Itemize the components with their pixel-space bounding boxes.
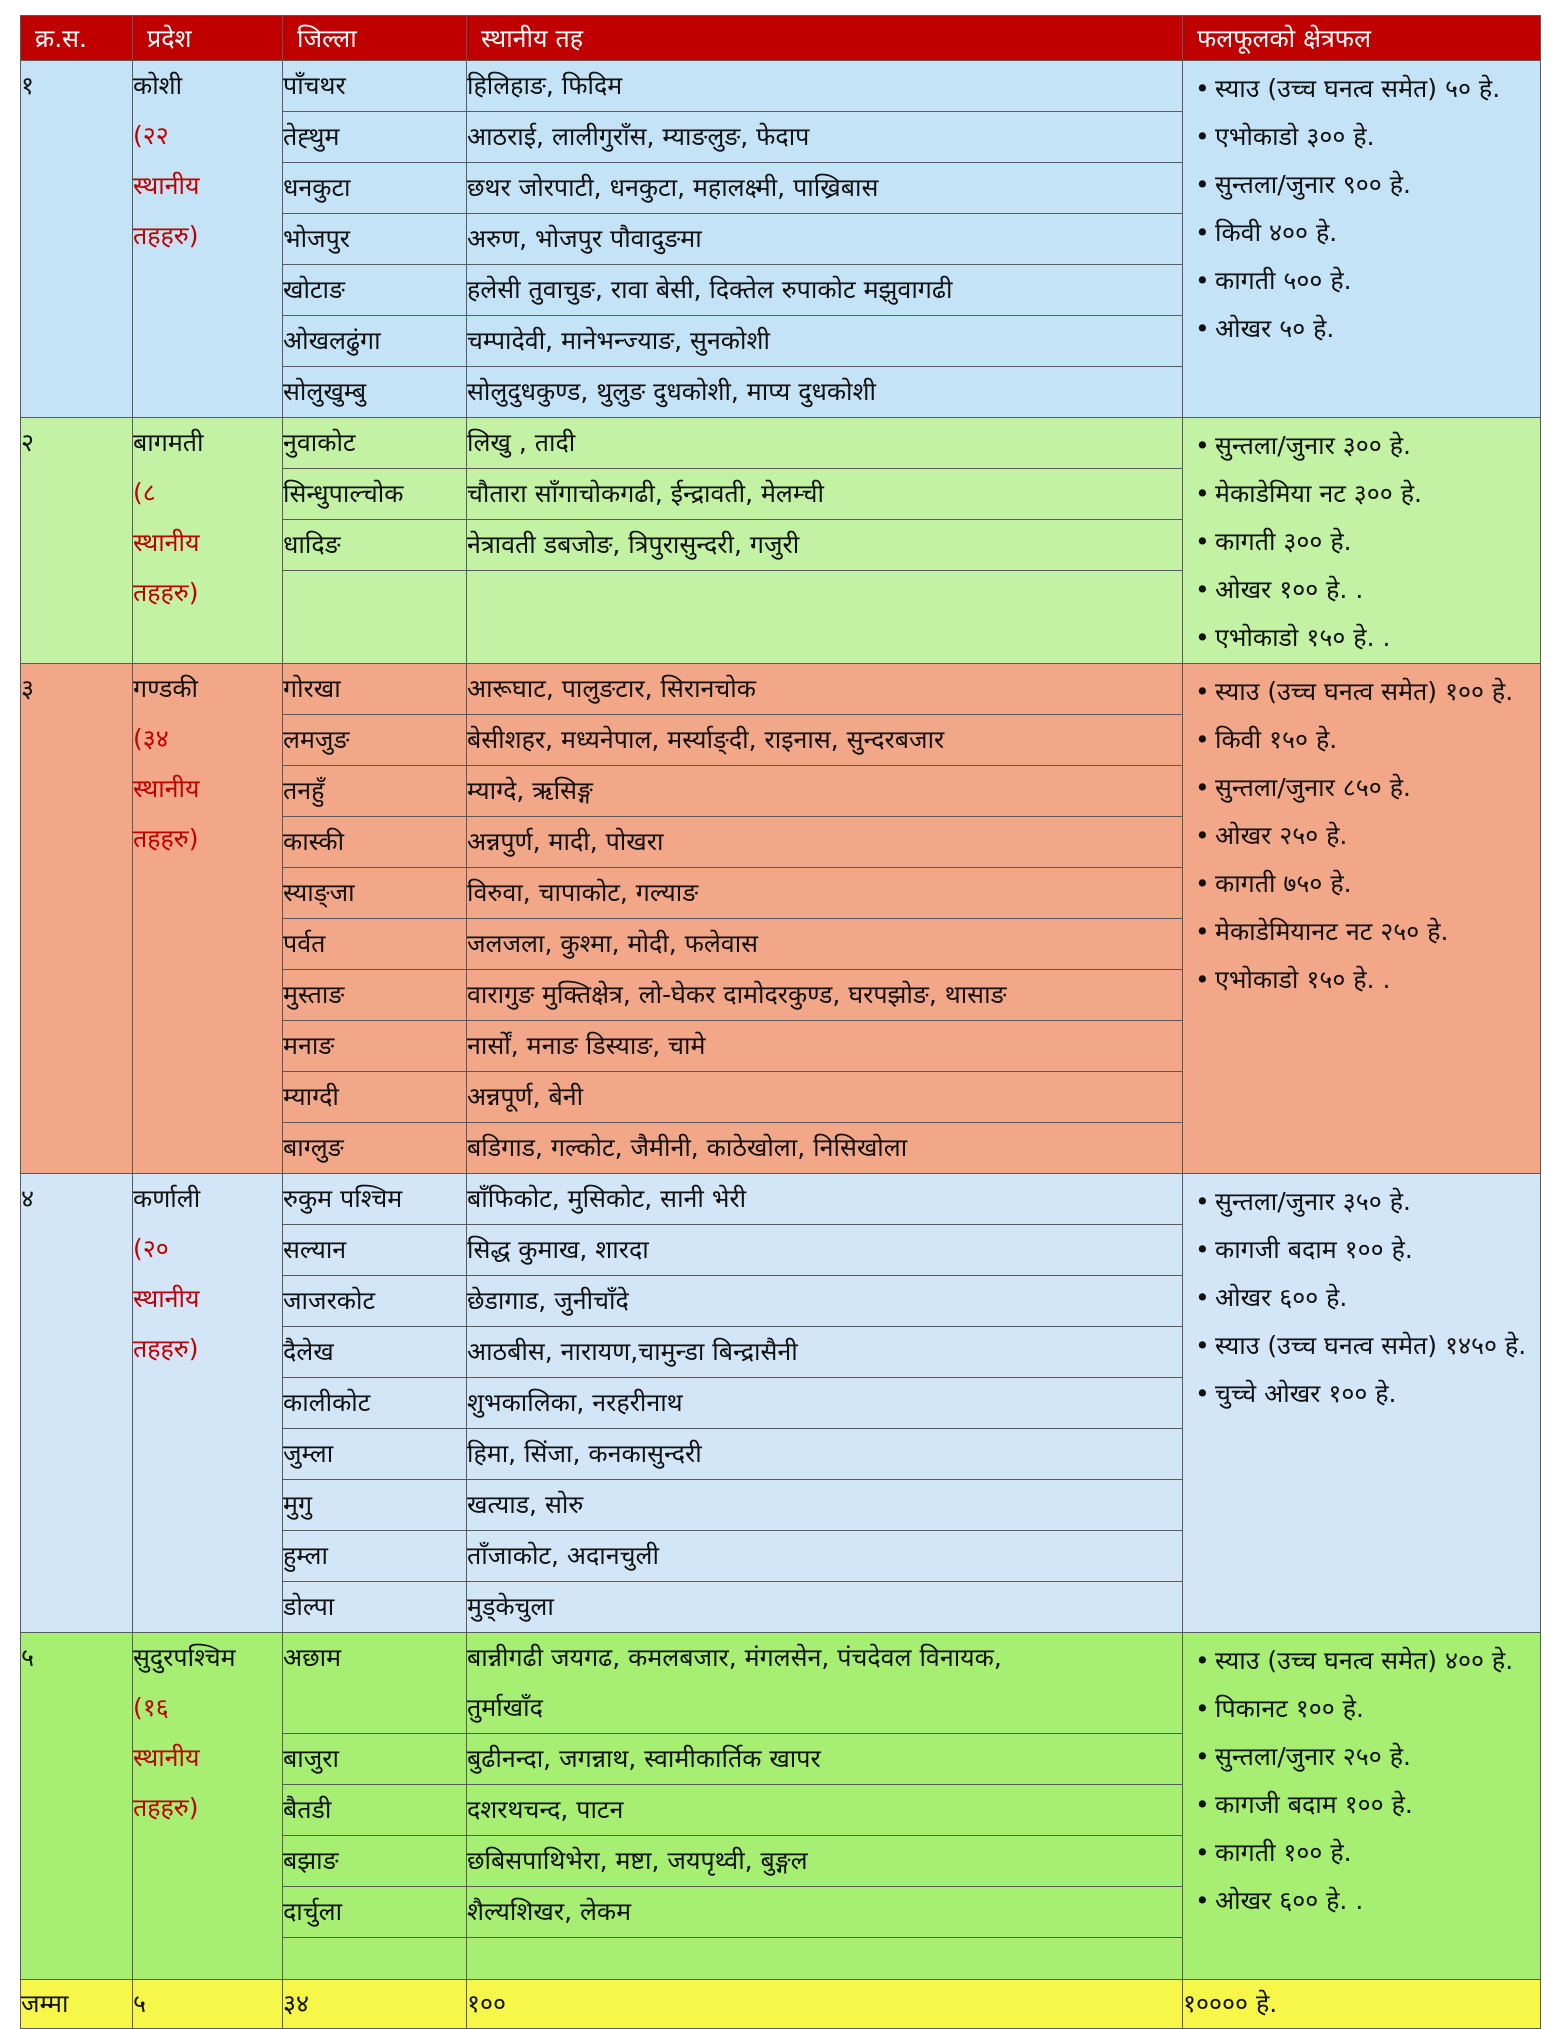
local-levels: आरूघाट, पालुङटार, सिरानचोक bbox=[467, 664, 1183, 715]
local-levels: आठबीस, नारायण,चामुन्डा बिन्द्रासैनी bbox=[467, 1327, 1183, 1378]
district-name: बैतडी bbox=[283, 1785, 467, 1836]
fruit-area-item bbox=[1193, 113, 1530, 161]
district-name: भोजपुर bbox=[283, 214, 467, 265]
total-area: १०००० हे. bbox=[1183, 1980, 1541, 2029]
fruit-area-text: सुन्तला/जुनार ३०० हे. bbox=[1215, 431, 1411, 460]
district-name: धनकुटा bbox=[283, 163, 467, 214]
fruit-area-text: सुन्तला/जुनार ८५० हे. bbox=[1215, 773, 1411, 802]
total-local-levels: १०० bbox=[467, 1980, 1183, 2029]
fruit-area-item bbox=[1193, 305, 1530, 353]
district-name: म्याग्दी bbox=[283, 1072, 467, 1123]
local-levels: शुभकालिका, नरहरीनाथ bbox=[467, 1378, 1183, 1429]
district-name: स्याङ्जा bbox=[283, 868, 467, 919]
local-levels: छथर जोरपाटी, धनकुटा, महालक्ष्मी, पाख्रिबास bbox=[467, 163, 1183, 214]
local-levels: सिद्ध कुमाख, शारदा bbox=[467, 1225, 1183, 1276]
bullet-icon: • bbox=[1195, 917, 1210, 946]
bullet-icon: • bbox=[1195, 869, 1210, 898]
fruit-area-text: एभोकाडो ३०० हे. bbox=[1215, 122, 1375, 151]
local-levels: शैल्यशिखर, लेकम bbox=[467, 1887, 1183, 1938]
province-local-label: स्थानीय bbox=[133, 528, 200, 557]
fruit-area-text: स्याउ (उच्च घनत्व समेत) १०० हे. bbox=[1215, 677, 1514, 706]
fruit-area-item bbox=[1193, 1733, 1530, 1781]
province-local-suffix: तहहरु) bbox=[133, 1334, 199, 1363]
fruit-area-item bbox=[1193, 257, 1530, 305]
bullet-icon: • bbox=[1195, 479, 1210, 508]
local-levels: छबिसपाथिभेरा, मष्टा, जयपृथ्वी, बुङ्गल bbox=[467, 1836, 1183, 1887]
district-name: बझाङ bbox=[283, 1836, 467, 1887]
bullet-icon: • bbox=[1195, 1694, 1210, 1723]
header-district: जिल्ला bbox=[283, 16, 467, 61]
local-levels: म्याग्दे, ऋसिङ्ग bbox=[467, 766, 1183, 817]
bullet-icon: • bbox=[1195, 1838, 1210, 1867]
fruit-area-item bbox=[1193, 1877, 1530, 1925]
total-row bbox=[21, 1980, 1541, 2029]
local-levels: अरुण, भोजपुर पौवादुङमा bbox=[467, 214, 1183, 265]
province-name: सुदुरपश्चिम bbox=[133, 1643, 236, 1672]
bullet-icon: • bbox=[1195, 431, 1210, 460]
district-name: पाँचथर bbox=[283, 61, 467, 112]
fruit-area-text: ओखर ५० हे. bbox=[1215, 314, 1335, 343]
province-local-label: स्थानीय bbox=[133, 1743, 200, 1772]
district-row bbox=[21, 1633, 1541, 1734]
province-local-count: (२० bbox=[133, 1234, 169, 1263]
fruit-area-text: कागजी बदाम १०० हे. bbox=[1215, 1235, 1413, 1264]
bullet-icon: • bbox=[1195, 725, 1210, 754]
local-levels: लिखु , तादी bbox=[467, 418, 1183, 469]
district-row bbox=[21, 664, 1541, 715]
province-serial: ४ bbox=[21, 1174, 133, 1633]
province-cell bbox=[133, 1174, 283, 1633]
fruit-area-text: ओखर १०० हे. . bbox=[1215, 575, 1364, 604]
bullet-icon: • bbox=[1195, 1187, 1210, 1216]
fruit-area-text: ओखर ६०० हे. bbox=[1215, 1283, 1348, 1312]
table-body bbox=[21, 61, 1541, 1980]
table-header-row bbox=[21, 16, 1541, 61]
fruit-area-text: कागजी बदाम १०० हे. bbox=[1215, 1790, 1413, 1819]
fruit-area-cell bbox=[1183, 61, 1541, 418]
district-row bbox=[21, 61, 1541, 112]
district-name: मनाङ bbox=[283, 1021, 467, 1072]
empty-district-cell bbox=[283, 1938, 467, 1980]
fruit-area-list bbox=[1183, 1633, 1540, 1925]
province-serial: २ bbox=[21, 418, 133, 664]
province-local-suffix: तहहरु) bbox=[133, 824, 199, 853]
district-name: अछाम bbox=[283, 1633, 467, 1734]
header-sn: क्र.स. bbox=[21, 16, 133, 61]
fruit-area-text: चुच्चे ओखर १०० हे. bbox=[1215, 1379, 1397, 1408]
fruit-area-text: मेकाडेमियानट नट २५० हे. bbox=[1215, 917, 1449, 946]
fruit-area-text: सुन्तला/जुनार २५० हे. bbox=[1215, 1742, 1411, 1771]
fruit-area-item bbox=[1193, 518, 1530, 566]
province-local-label: स्थानीय bbox=[133, 774, 200, 803]
fruit-area-item bbox=[1193, 812, 1530, 860]
province-local-count: (८ bbox=[133, 478, 156, 507]
local-levels: विरुवा, चापाकोट, गल्याङ bbox=[467, 868, 1183, 919]
fruit-area-item bbox=[1193, 1274, 1530, 1322]
district-name: नुवाकोट bbox=[283, 418, 467, 469]
district-name: दार्चुला bbox=[283, 1887, 467, 1938]
header-local-level: स्थानीय तह bbox=[467, 16, 1183, 61]
fruit-area-item bbox=[1193, 65, 1530, 113]
fruit-area-text: स्याउ (उच्च घनत्व समेत) ५० हे. bbox=[1215, 74, 1501, 103]
fruit-area-text: कागती १०० हे. bbox=[1215, 1838, 1352, 1867]
bullet-icon: • bbox=[1195, 1886, 1210, 1915]
fruit-area-text: कागती ३०० हे. bbox=[1215, 527, 1352, 556]
local-levels: नेत्रावती डबजोङ, त्रिपुरासुन्दरी, गजुरी bbox=[467, 520, 1183, 571]
local-levels: चम्पादेवी, मानेभन्ज्याङ, सुनकोशी bbox=[467, 316, 1183, 367]
fruit-area-item bbox=[1193, 614, 1530, 662]
fruit-area-item bbox=[1193, 161, 1530, 209]
local-levels: अन्नपूर्ण, बेनी bbox=[467, 1072, 1183, 1123]
bullet-icon: • bbox=[1195, 1283, 1210, 1312]
bullet-icon: • bbox=[1195, 773, 1210, 802]
bullet-icon: • bbox=[1195, 1379, 1210, 1408]
fruit-area-text: कागती ५०० हे. bbox=[1215, 266, 1352, 295]
fruit-area-text: ओखर ६०० हे. . bbox=[1215, 1886, 1364, 1915]
fruit-area-item bbox=[1193, 1637, 1530, 1685]
province-serial: ५ bbox=[21, 1633, 133, 1980]
province-cell bbox=[133, 664, 283, 1174]
province-local-suffix: तहहरु) bbox=[133, 578, 199, 607]
empty-local-cell bbox=[467, 571, 1183, 664]
local-levels: जलजला, कुश्मा, मोदी, फलेवास bbox=[467, 919, 1183, 970]
province-local-suffix: तहहरु) bbox=[133, 221, 199, 250]
district-name: सल्यान bbox=[283, 1225, 467, 1276]
local-levels: वारागुङ मुक्तिक्षेत्र, लो-घेकर दामोदरकुण्ड, घरपझोङ, थासाङ bbox=[467, 970, 1183, 1021]
bullet-icon: • bbox=[1195, 965, 1210, 994]
fruit-area-item bbox=[1193, 1226, 1530, 1274]
fruit-area-item bbox=[1193, 668, 1530, 716]
local-levels: नार्सों, मनाङ डिस्याङ, चामे bbox=[467, 1021, 1183, 1072]
district-name: बाजुरा bbox=[283, 1734, 467, 1785]
fruit-area-item bbox=[1193, 1829, 1530, 1877]
bullet-icon: • bbox=[1195, 575, 1210, 604]
district-name: कालीकोट bbox=[283, 1378, 467, 1429]
local-levels: छेडागाड, जुनीचाँदे bbox=[467, 1276, 1183, 1327]
fruit-area-cell bbox=[1183, 1633, 1541, 1980]
province-name: कर्णाली bbox=[133, 1184, 201, 1213]
province-local-count: (१६ bbox=[133, 1693, 169, 1722]
fruit-area-text: एभोकाडो १५० हे. . bbox=[1215, 965, 1391, 994]
local-levels: मुड्केचुला bbox=[467, 1582, 1183, 1633]
fruit-area-text: मेकाडेमिया नट ३०० हे. bbox=[1215, 479, 1422, 508]
bullet-icon: • bbox=[1195, 1646, 1210, 1675]
district-name: मुगु bbox=[283, 1480, 467, 1531]
district-row bbox=[21, 1174, 1541, 1225]
fruit-area-item bbox=[1193, 764, 1530, 812]
district-name: धादिङ bbox=[283, 520, 467, 571]
fruit-area-text: सुन्तला/जुनार ९०० हे. bbox=[1215, 170, 1411, 199]
province-cell bbox=[133, 1633, 283, 1980]
fruit-area-cell bbox=[1183, 1174, 1541, 1633]
district-name: सोलुखुम्बु bbox=[283, 367, 467, 418]
local-levels: बुढीनन्दा, जगन्नाथ, स्वामीकार्तिक खापर bbox=[467, 1734, 1183, 1785]
province-local-suffix: तहहरु) bbox=[133, 1793, 199, 1822]
fruit-area-list bbox=[1183, 61, 1540, 353]
province-serial: ३ bbox=[21, 664, 133, 1174]
fruit-area-item bbox=[1193, 716, 1530, 764]
fruit-area-item bbox=[1193, 1781, 1530, 1829]
fruit-area-cell bbox=[1183, 664, 1541, 1174]
district-name: दैलेख bbox=[283, 1327, 467, 1378]
local-levels: बान्नीगढी जयगढ, कमलबजार, मंगलसेन, पंचदेवल विनायक, तुर्माखाँद bbox=[467, 1633, 1183, 1734]
district-name: कास्की bbox=[283, 817, 467, 868]
local-levels: दशरथचन्द, पाटन bbox=[467, 1785, 1183, 1836]
bullet-icon: • bbox=[1195, 1235, 1210, 1264]
fruit-area-item bbox=[1193, 956, 1530, 1004]
bullet-icon: • bbox=[1195, 266, 1210, 295]
district-name: सिन्धुपाल्चोक bbox=[283, 469, 467, 520]
district-name: लमजुङ bbox=[283, 715, 467, 766]
bullet-icon: • bbox=[1195, 74, 1210, 103]
fruit-area-item bbox=[1193, 209, 1530, 257]
bullet-icon: • bbox=[1195, 170, 1210, 199]
bullet-icon: • bbox=[1195, 527, 1210, 556]
district-name: हुम्ला bbox=[283, 1531, 467, 1582]
fruit-area-item bbox=[1193, 908, 1530, 956]
fruit-area-item bbox=[1193, 566, 1530, 614]
local-levels: अन्नपुर्ण, मादी, पोखरा bbox=[467, 817, 1183, 868]
empty-district-cell bbox=[283, 571, 467, 664]
bullet-icon: • bbox=[1195, 1790, 1210, 1819]
fruit-area-text: सुन्तला/जुनार ३५० हे. bbox=[1215, 1187, 1411, 1216]
local-levels: आठराई, लालीगुराँस, म्याङलुङ, फेदाप bbox=[467, 112, 1183, 163]
bullet-icon: • bbox=[1195, 1331, 1210, 1360]
fruit-area-text: कागती ७५० हे. bbox=[1215, 869, 1352, 898]
district-name: खोटाङ bbox=[283, 265, 467, 316]
fruit-area-item bbox=[1193, 1370, 1530, 1418]
total-label: जम्मा bbox=[21, 1980, 133, 2029]
district-name: जुम्ला bbox=[283, 1429, 467, 1480]
fruit-area-text: पिकानट १०० हे. bbox=[1215, 1694, 1364, 1723]
fruit-area-item bbox=[1193, 1178, 1530, 1226]
header-province: प्रदेश bbox=[133, 16, 283, 61]
local-levels: हिलिहाङ, फिदिम bbox=[467, 61, 1183, 112]
province-cell bbox=[133, 418, 283, 664]
fruit-area-text: स्याउ (उच्च घनत्व समेत) ४०० हे. bbox=[1215, 1646, 1514, 1675]
district-name: पर्वत bbox=[283, 919, 467, 970]
province-name: बागमती bbox=[133, 428, 204, 457]
fruit-area-item bbox=[1193, 422, 1530, 470]
empty-local-cell bbox=[467, 1938, 1183, 1980]
bullet-icon: • bbox=[1195, 623, 1210, 652]
local-levels: बडिगाड, गल्कोट, जैमीनी, काठेखोला, निसिखोला bbox=[467, 1123, 1183, 1174]
fruit-area-table bbox=[20, 15, 1541, 2029]
fruit-area-text: एभोकाडो १५० हे. . bbox=[1215, 623, 1391, 652]
district-name: तेह्थुम bbox=[283, 112, 467, 163]
bullet-icon: • bbox=[1195, 314, 1210, 343]
total-districts: ३४ bbox=[283, 1980, 467, 2029]
fruit-area-text: स्याउ (उच्च घनत्व समेत) १४५० हे. bbox=[1215, 1331, 1527, 1360]
local-levels: सोलुदुधकुण्ड, थुलुङ दुधकोशी, माप्य दुधकोशी bbox=[467, 367, 1183, 418]
fruit-area-list bbox=[1183, 664, 1540, 1004]
total-provinces: ५ bbox=[133, 1980, 283, 2029]
fruit-area-list bbox=[1183, 418, 1540, 662]
province-cell bbox=[133, 61, 283, 418]
fruit-area-cell bbox=[1183, 418, 1541, 664]
fruit-area-item bbox=[1193, 470, 1530, 518]
province-local-label: स्थानीय bbox=[133, 171, 200, 200]
district-name: जाजरकोट bbox=[283, 1276, 467, 1327]
header-fruit-area: फलफूलको क्षेत्रफल bbox=[1183, 16, 1541, 61]
district-name: बाग्लुङ bbox=[283, 1123, 467, 1174]
local-levels: चौतारा साँगाचोकगढी, ईन्द्रावती, मेलम्ची bbox=[467, 469, 1183, 520]
province-local-count: (३४ bbox=[133, 724, 169, 753]
district-name: डोल्पा bbox=[283, 1582, 467, 1633]
district-name: तनहुँ bbox=[283, 766, 467, 817]
bullet-icon: • bbox=[1195, 821, 1210, 850]
province-name: कोशी bbox=[133, 71, 183, 100]
district-row bbox=[21, 418, 1541, 469]
fruit-area-item bbox=[1193, 860, 1530, 908]
fruit-area-item bbox=[1193, 1322, 1530, 1370]
bullet-icon: • bbox=[1195, 677, 1210, 706]
province-name: गण्डकी bbox=[133, 674, 199, 703]
bullet-icon: • bbox=[1195, 218, 1210, 247]
district-name: ओखलढुंगा bbox=[283, 316, 467, 367]
fruit-area-text: ओखर २५० हे. bbox=[1215, 821, 1348, 850]
local-levels: ताँजाकोट, अदानचुली bbox=[467, 1531, 1183, 1582]
province-serial: १ bbox=[21, 61, 133, 418]
local-levels: बेसीशहर, मध्यनेपाल, मर्स्याङ्दी, राइनास, सुन्दरबजार bbox=[467, 715, 1183, 766]
fruit-area-text: किवी १५० हे. bbox=[1215, 725, 1338, 754]
bullet-icon: • bbox=[1195, 1742, 1210, 1771]
fruit-area-text: किवी ४०० हे. bbox=[1215, 218, 1338, 247]
fruit-area-item bbox=[1193, 1685, 1530, 1733]
district-name: गोरखा bbox=[283, 664, 467, 715]
district-name: रुकुम पश्चिम bbox=[283, 1174, 467, 1225]
local-levels: बाँफिकोट, मुसिकोट, सानी भेरी bbox=[467, 1174, 1183, 1225]
district-name: मुस्ताङ bbox=[283, 970, 467, 1021]
local-levels: हलेसी तुवाचुङ, रावा बेसी, दिक्तेल रुपाकोट मझुवागढी bbox=[467, 265, 1183, 316]
local-levels: हिमा, सिंजा, कनकासुन्दरी bbox=[467, 1429, 1183, 1480]
province-local-label: स्थानीय bbox=[133, 1284, 200, 1313]
local-levels: खत्याड, सोरु bbox=[467, 1480, 1183, 1531]
bullet-icon: • bbox=[1195, 122, 1210, 151]
fruit-area-list bbox=[1183, 1174, 1540, 1418]
province-local-count: (२२ bbox=[133, 121, 169, 150]
